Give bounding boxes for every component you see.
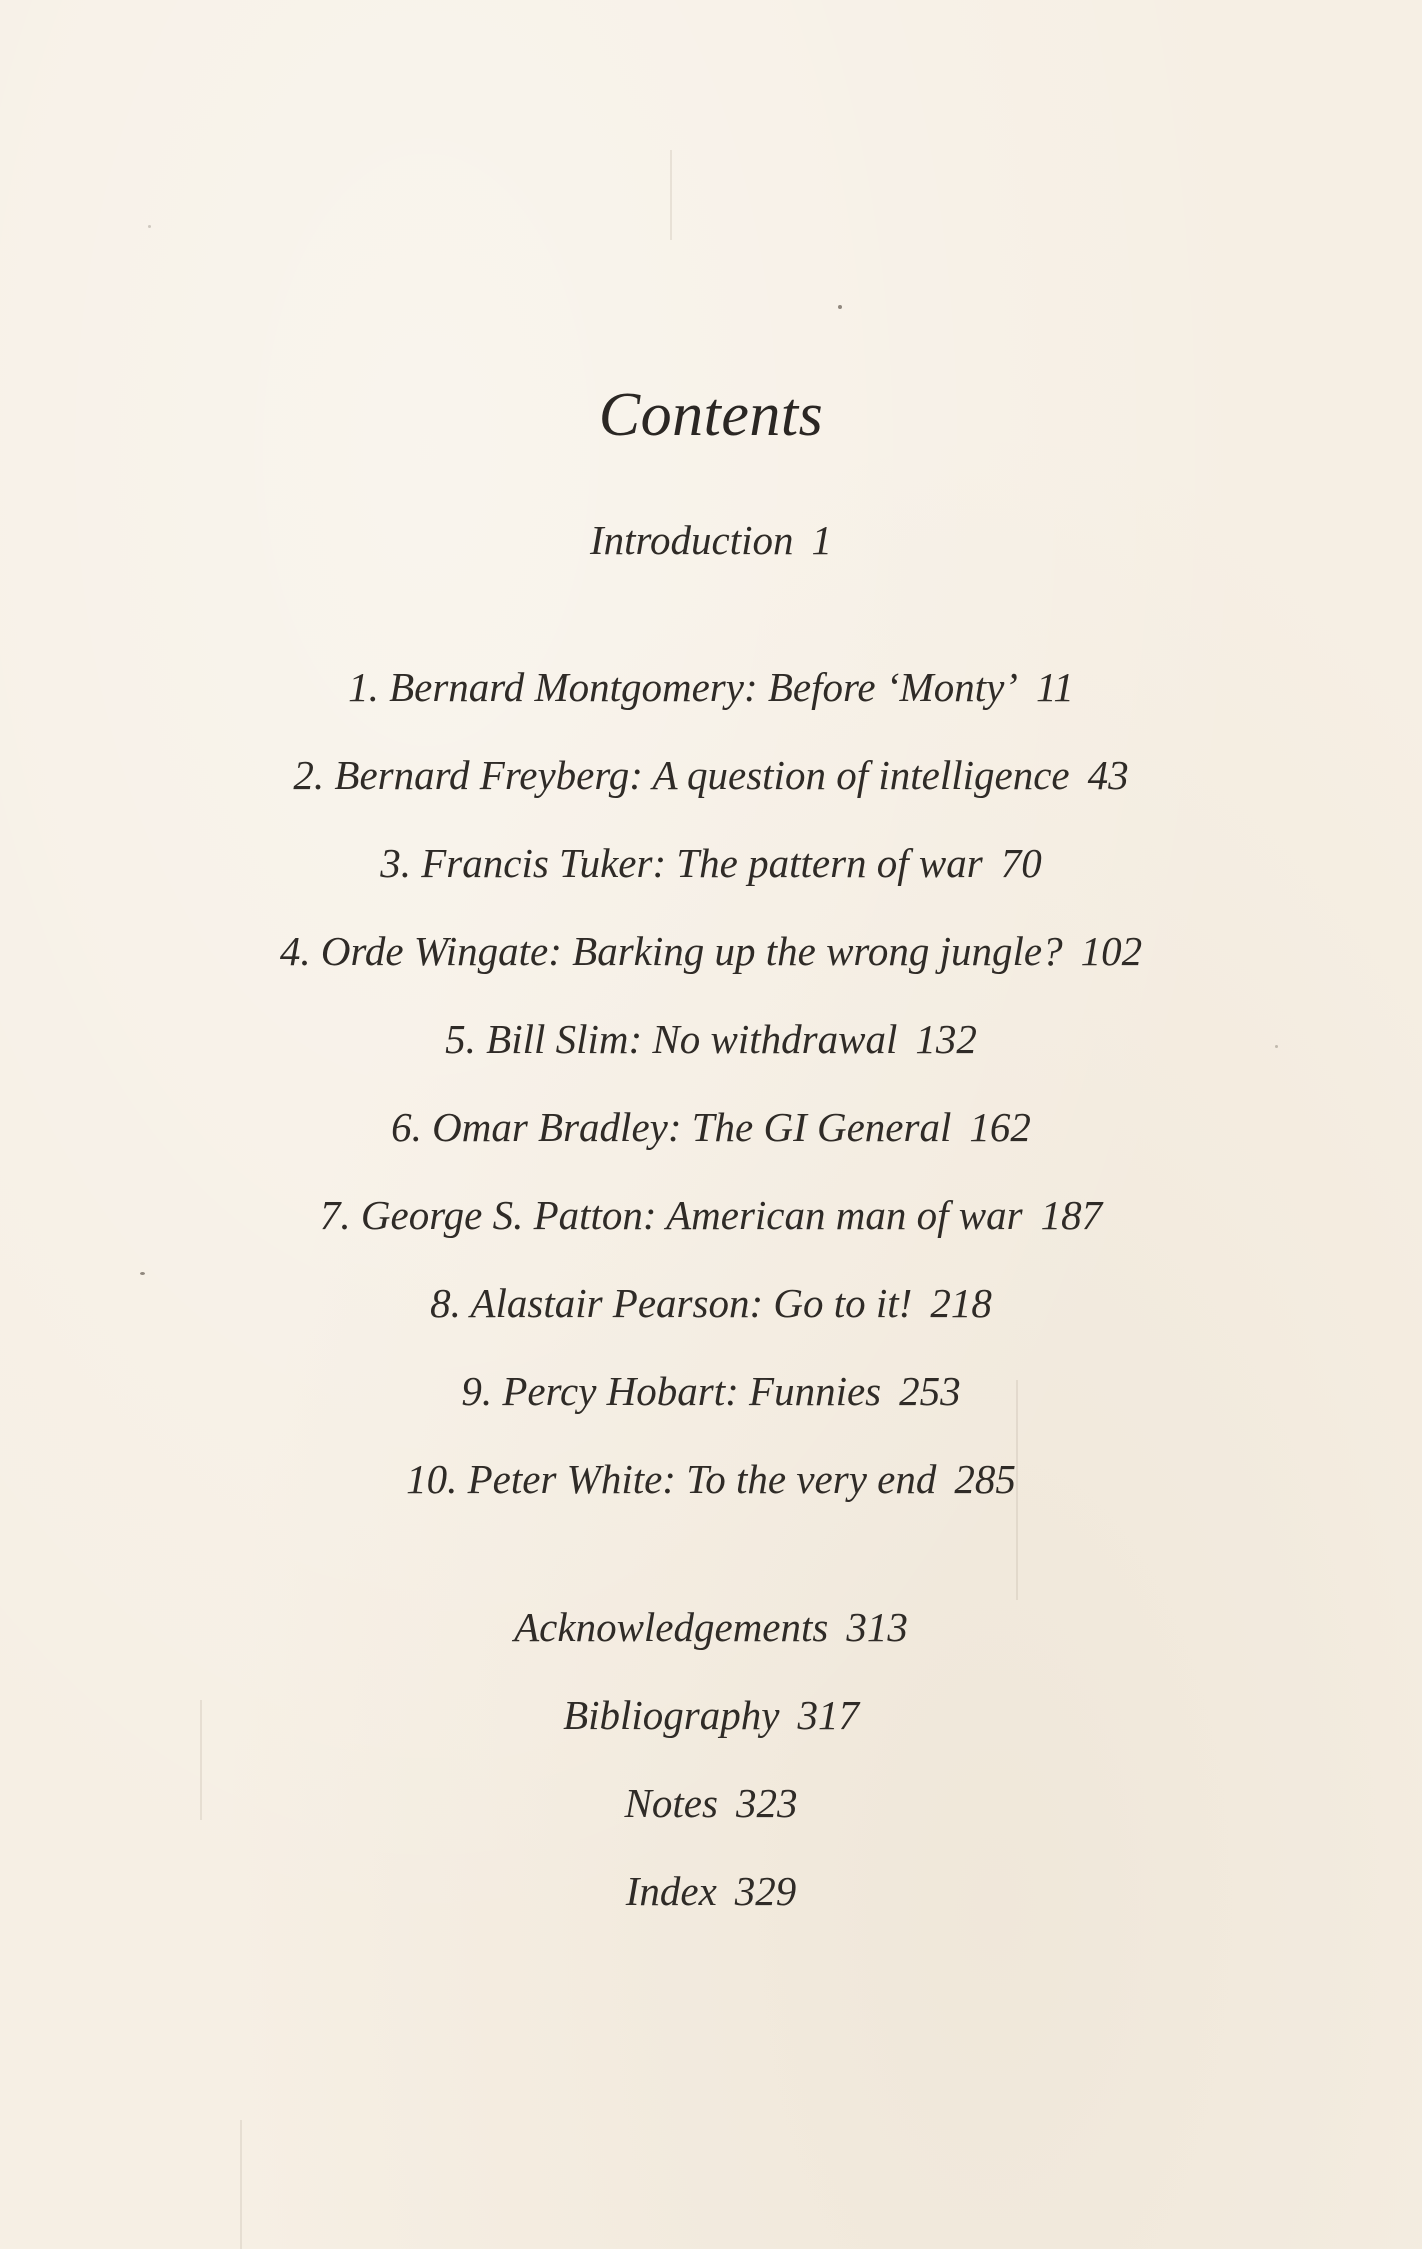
toc-entry-chapter-10 bbox=[0, 1455, 1422, 1503]
toc-entry-page: 102 bbox=[1080, 928, 1143, 974]
toc-entry-page: 70 bbox=[1000, 840, 1042, 886]
toc-entry-label: 9. Percy Hobart: Funnies bbox=[461, 1368, 882, 1414]
toc-entry-label: 5. Bill Slim: No withdrawal bbox=[445, 1016, 898, 1062]
toc-entry-introduction bbox=[0, 516, 1422, 564]
toc-entry-chapter-7 bbox=[0, 1191, 1422, 1239]
toc-entry-page: 132 bbox=[915, 1016, 977, 1062]
toc-entry-page: 323 bbox=[735, 1780, 798, 1826]
toc-entry-label: Notes bbox=[624, 1780, 718, 1826]
toc-entry-page: 317 bbox=[797, 1692, 859, 1738]
toc-entry-chapter-5 bbox=[0, 1015, 1422, 1063]
paper-speck bbox=[838, 305, 842, 309]
paper-speck bbox=[148, 225, 151, 228]
toc-entry-page: 162 bbox=[969, 1104, 1031, 1150]
toc-entry-label: Acknowledgements bbox=[514, 1604, 829, 1650]
toc-entry-page: 285 bbox=[954, 1456, 1016, 1502]
toc-entry-page: 1 bbox=[811, 517, 832, 563]
toc-entry-label: Introduction bbox=[590, 517, 794, 563]
show-through-mark bbox=[670, 150, 672, 240]
toc-entry-chapter-4 bbox=[0, 927, 1422, 975]
toc-entry-label: 4. Orde Wingate: Barking up the wrong jungle? bbox=[279, 928, 1063, 974]
toc-entry-label: 2. Bernard Freyberg: A question of intelligence bbox=[293, 752, 1070, 798]
toc-entry-index bbox=[0, 1867, 1422, 1915]
toc-entry-chapter-9 bbox=[0, 1367, 1422, 1415]
toc-entry-page: 329 bbox=[734, 1868, 797, 1914]
paper-speck bbox=[140, 1272, 145, 1275]
toc-entry-label: 8. Alastair Pearson: Go to it! bbox=[430, 1280, 913, 1326]
toc-entry-label: 1. Bernard Montgomery: Before ‘Monty’ bbox=[348, 664, 1018, 710]
toc-entry-label: Bibliography bbox=[563, 1692, 780, 1738]
toc-entry-page: 11 bbox=[1035, 664, 1074, 710]
toc-entry-label: Index bbox=[625, 1868, 717, 1914]
toc-entry-page: 43 bbox=[1087, 752, 1129, 798]
page-title: Contents bbox=[598, 381, 824, 449]
toc-entry-chapter-6 bbox=[0, 1103, 1422, 1151]
toc-entry-chapter-1 bbox=[0, 663, 1422, 711]
toc-entry-page: 218 bbox=[930, 1280, 992, 1326]
toc-entry-chapter-2 bbox=[0, 751, 1422, 799]
toc-entry-notes bbox=[0, 1779, 1422, 1827]
toc-entry-label: 3. Francis Tuker: The pattern of war bbox=[380, 840, 983, 886]
toc-entry-page: 313 bbox=[846, 1604, 908, 1650]
toc-entry-label: 10. Peter White: To the very end bbox=[406, 1456, 937, 1502]
toc-entry-page: 253 bbox=[899, 1368, 961, 1414]
show-through-mark bbox=[240, 2120, 242, 2249]
toc-entry-page: 187 bbox=[1040, 1192, 1103, 1238]
toc-entry-label: 6. Omar Bradley: The GI General bbox=[391, 1104, 952, 1150]
toc-entry-bibliography bbox=[0, 1691, 1422, 1739]
toc-entry-chapter-8 bbox=[0, 1279, 1422, 1327]
toc-entry-acknowledgements bbox=[0, 1603, 1422, 1651]
toc-entry-label: 7. George S. Patton: American man of war bbox=[319, 1192, 1023, 1238]
toc-entry-chapter-3 bbox=[0, 839, 1422, 887]
